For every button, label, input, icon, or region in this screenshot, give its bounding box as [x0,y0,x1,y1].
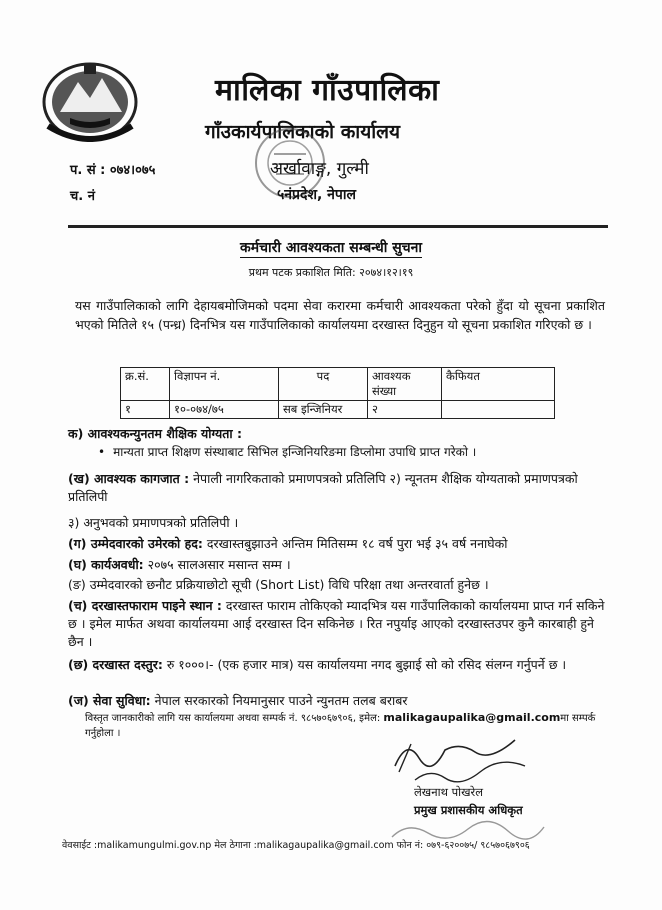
footer-contact: वेवसाईट :malikamungulmi.gov.np मेल ठेगाना :malikagaupalika@gmail.com फोन नं: ०७९-६२००७५/ ९८५७०६७९०६ [62,840,530,851]
notice-heading: कर्मचारी आवश्यकता सम्बन्धी सुचना [239,240,422,256]
office-province: ५नंप्रदेश, नेपाल [277,187,357,203]
nepal-emblem-icon [40,56,140,142]
section-kha: (ख) आवश्यक कागजात : नेपाली नागरिकताको प्रमाणपत्रको प्रतिलिपि २) न्यूनतम शैक्षिक योग्यताको प्रमाणपत्रको प्रतिलिपी [68,471,578,504]
table-cell: १ [121,401,170,419]
section-ja: (ज) सेवा सुविधा: नेपाल सरकारको नियमानुसार पाउने न्युनतम तलब बराबर [68,693,408,708]
header-divider [68,225,608,228]
section-ga: (ग) उम्मेदवारको उमेरको हद: दरखास्तबुझाउने अन्तिम मितिसम्म १८ वर्ष पुरा भई ३५ वर्ष ननाघेको [68,536,508,551]
table-header-cell: कैफियत [442,368,555,401]
qualification-heading: क) आवश्यकन्युनतम शैक्षिक योग्यता : [68,426,242,441]
section-gha: (घ) कार्यअवधी: २०७५ सालअसार मसान्त सम्म । [68,557,291,572]
signer-designation: प्रमुख प्रशासकीय अधिकृत [414,803,523,817]
section-chha: (छ) दरखास्त दस्तुर: रु १०००।- (एक हजार मात्र) यस कार्यालयमा नगद बुझाई सो को रसिद संलग्न गर्नुपर्ने छ । [68,657,567,672]
table-header-cell: आवश्यक संख्या [368,368,442,401]
table-header-cell: विज्ञापन नं. [170,368,279,401]
table-cell: सब इन्जिनियर [279,401,368,419]
signer-name: लेखनाथ पोखरेल [414,785,483,799]
section-kha-cont: ३) अनुभवको प्रमाणपत्रको प्रतिलिपी । [68,515,239,530]
table-header-row [121,368,555,401]
contact-email: malikagaupalika@gmail.com [383,711,561,724]
publication-date: प्रथम पटक प्रकाशित मिति: २०७४।१२।१९ [248,266,414,279]
dispatch-number: च. नं [70,189,95,204]
vacancy-table [120,367,555,419]
office-title: मालिका गाँउपालिका [215,73,440,108]
section-cha: (च) दरखास्तफाराम पाइने स्थान : दरखास्त फाराम तोकिएको म्यादभित्र यस गाउँपालिकाको कार्यालयमा प्राप्त गर्न सकिने छ । इमेल मार्फत अथवा कार्यालयमा आई दरखास्त दिन सकिनेछ । रित नपुर्याइ आएको दरखास्तउपर कुनै कारबाही हुने छैन । [68,598,605,649]
office-address: अर्खावाङ्ग, गुल्मी [270,159,369,179]
table-row [121,401,555,419]
handwritten-signature-icon [385,728,535,788]
office-subtitle: गाँउकार्यपालिकाको कार्यालय [205,121,401,143]
contact-note: विस्तृत जानकारीको लागि यस कार्यालयमा अथवा सम्पर्क नं. ९८५७०६७९०६, इमेल: malikagaupalika@gmail.comमा सम्पर्क गर्नुहोला । [85,711,596,739]
table-header-cell: क्र.सं. [121,368,170,401]
notice-intro: यस गाउँपालिकाको लागि देहायबमोजिमको पदमा सेवा करारमा कर्मचारी आवश्यकता परेको हुँदा यो सूचना प्रकाशित भएको मितिले १५ (पन्ध्र) दिनभित्र यस गाउँपालिकाको कार्यालयमा दरखास्त दिनुहुन यो सूचना प्रकाशित गरिएको छ । [75,298,605,332]
section-nga: (ङ) उम्मेदवारको छनौट प्रक्रियाछोटो सूची (Short List) विधि परिक्षा तथा अन्तरवार्ता हुनेछ । [68,577,489,592]
table-cell [442,401,555,419]
qualification-item: • मान्यता प्राप्त शिक्षण संस्थाबाट सिभिल इन्जिनियरिङमा डिप्लोमा उपाधि प्राप्त गरेको । [98,443,476,460]
table-header-cell: पद [279,368,368,401]
table-cell: २ [368,401,442,419]
reference-number: प. सं : ०७४।०७५ [70,163,156,178]
table-cell: १०-०७४/७५ [170,401,279,419]
